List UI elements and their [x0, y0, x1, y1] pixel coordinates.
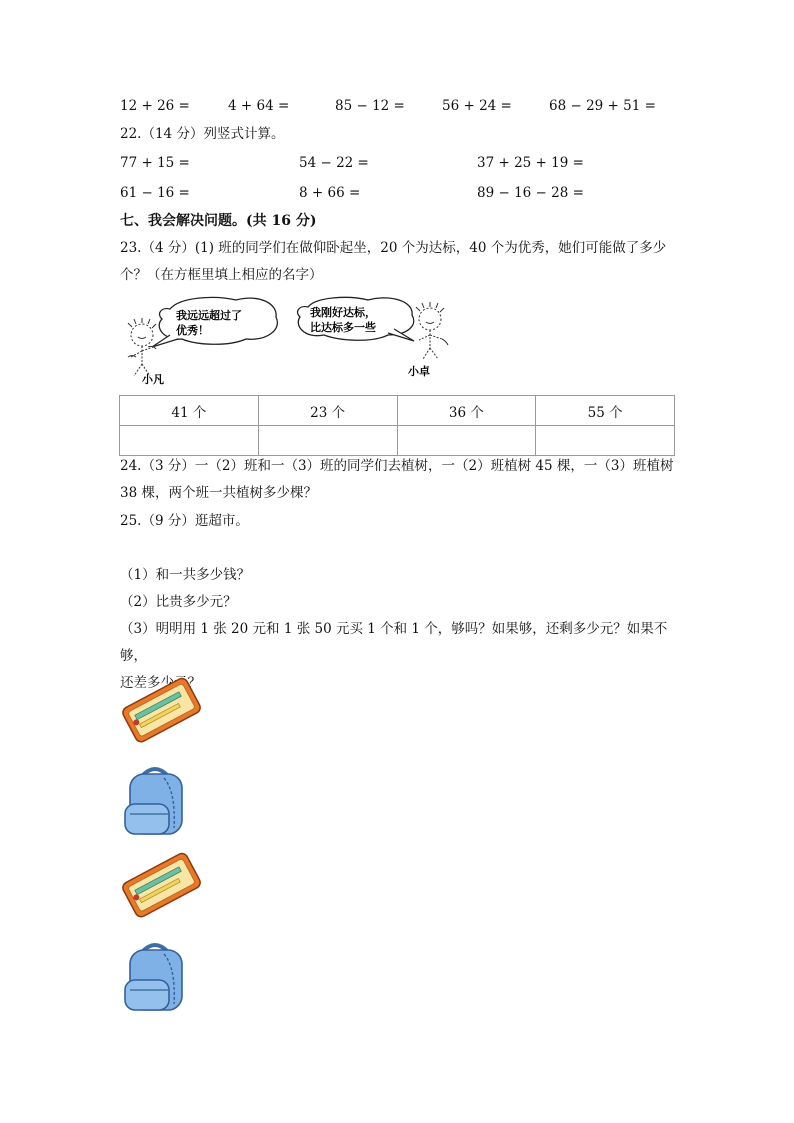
speech-bubble-left	[152, 297, 277, 347]
backpack-icon	[122, 938, 188, 1014]
q25-sub1: （1）和一共多少钱？	[120, 567, 251, 583]
kid-figure-right	[416, 302, 448, 359]
answer-box[interactable]	[120, 426, 259, 456]
speech-bubble-right	[298, 297, 414, 341]
section-7-title: 七、我会解决问题。(共 16 分)	[120, 213, 317, 229]
q23-line1: 23.（4 分）(1) 班的同学们在做仰卧起坐，20 个为达标，40 个为优秀，她们可能做了多少	[120, 240, 667, 256]
q23-illustration	[118, 295, 458, 390]
q22-title: 22.（14 分）列竖式计算。	[120, 126, 285, 142]
bubble-right-line1: 我刚好达标，	[310, 306, 376, 319]
q25-sub3-line1: （3）明明用 1 张 20 元和 1 张 50 元买 1 个和 1 个，够吗？如果够，还剩多少元？如果不够，	[120, 621, 668, 664]
q23-line2: 个？（在方框里填上相应的名字）	[120, 267, 323, 283]
q24-line1: 24.（3 分）一（2）班和一（3）班的同学们去植树，一（2）班植树 45 棵，一（3）班植树	[120, 458, 674, 474]
table-header-cell: 36 个	[397, 396, 536, 426]
vertical-calc-item: 77 + 15 =	[120, 155, 190, 171]
q23-text	[120, 235, 680, 289]
bubble-left-line2: 优秀！	[176, 324, 209, 337]
vertical-calc-item: 89 − 16 − 28 =	[477, 185, 584, 201]
q24-line2: 38 棵，两个班一共植树多少棵？	[120, 485, 317, 501]
arith-item: 85 − 12 =	[335, 98, 405, 114]
table-header-row	[120, 396, 675, 426]
table-header-cell: 41 个	[120, 396, 259, 426]
backpack-icon	[122, 762, 188, 838]
answer-box[interactable]	[397, 426, 536, 456]
q25-title: 25.（9 分）逛超市。	[120, 513, 249, 529]
arith-item: 12 + 26 =	[120, 98, 190, 114]
kid-figure-left	[128, 318, 156, 376]
answer-box[interactable]	[536, 426, 675, 456]
arith-item: 4 + 64 =	[228, 98, 290, 114]
vertical-calc-item: 61 − 16 =	[120, 185, 190, 201]
vertical-calc-item: 37 + 25 + 19 =	[477, 155, 584, 171]
q23-answer-table	[119, 395, 675, 456]
name-label-left: 小凡	[142, 373, 164, 386]
table-header-cell: 55 个	[536, 396, 675, 426]
bubble-left-line1: 我远远超过了	[176, 309, 242, 322]
pencil-case-icon	[120, 850, 204, 922]
q25-sub2: （2）比贵多少元？	[120, 594, 237, 610]
q24-text	[120, 453, 680, 507]
arith-item: 56 + 24 =	[442, 98, 512, 114]
table-answer-row	[120, 426, 675, 456]
pencil-case-icon	[120, 675, 204, 747]
answer-box[interactable]	[258, 426, 397, 456]
q25-subquestions	[120, 562, 680, 697]
q25-sub3-line2: 还差多少元？	[120, 675, 201, 691]
vertical-calc-item: 8 + 66 =	[299, 185, 361, 201]
vertical-calc-item: 54 − 22 =	[299, 155, 369, 171]
name-label-right: 小卓	[408, 365, 430, 378]
table-header-cell: 23 个	[258, 396, 397, 426]
bubble-right-line2: 比达标多一些	[310, 321, 376, 334]
arith-item: 68 − 29 + 51 =	[549, 98, 656, 114]
